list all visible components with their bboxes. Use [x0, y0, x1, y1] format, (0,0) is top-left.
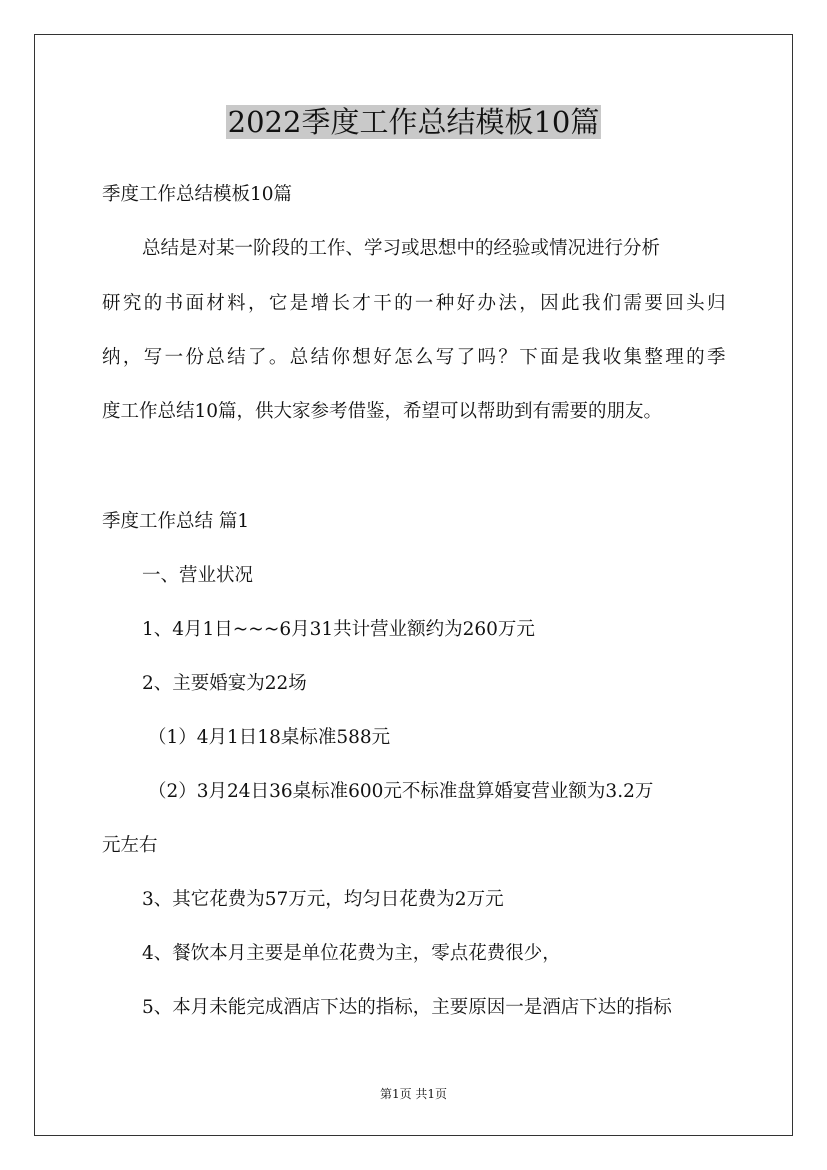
intro-line-4: 度工作总结10篇，供大家参考借鉴，希望可以帮助到有需要的朋友。 — [102, 401, 663, 422]
body-line-9: 5、本月未能完成酒店下达的指标，主要原因一是酒店下达的指标 — [142, 997, 672, 1018]
body-line-3: 2、主要婚宴为22场 — [142, 673, 307, 694]
body-line-4: （1）4月1日18桌标准588元 — [148, 727, 391, 748]
body-line-2: 1、4月1日~~~6月31共计营业额约为260万元 — [142, 619, 535, 640]
body-line-8: 4、餐饮本月主要是单位花费为主，零点花费很少， — [142, 943, 561, 964]
intro-line-3: 纳，写一份总结了。总结你想好怎么写了吗？下面是我收集整理的季 — [102, 347, 726, 368]
document-title — [0, 100, 827, 144]
intro-line-2: 研究的书面材料，它是增长才干的一种好办法，因此我们需要回头归 — [102, 293, 726, 314]
body-line-7: 3、其它花费为57万元，均匀日花费为2万元 — [142, 889, 504, 910]
page-footer: 第1页 共1页 — [379, 1087, 448, 1101]
intro-line-1: 总结是对某一阶段的工作、学习或思想中的经验或情况进行分析 — [142, 238, 661, 259]
document-subtitle: 季度工作总结模板10篇 — [102, 184, 293, 205]
document-title-text: 2022季度工作总结模板10篇 — [227, 105, 600, 139]
body-line-5: （2）3月24日36桌标准600元不标准盘算婚宴营业额为3.2万 — [148, 781, 654, 802]
body-line-6: 元左右 — [102, 835, 158, 856]
body-line-1: 一、营业状况 — [142, 565, 254, 586]
section-heading: 季度工作总结 篇1 — [102, 511, 250, 532]
